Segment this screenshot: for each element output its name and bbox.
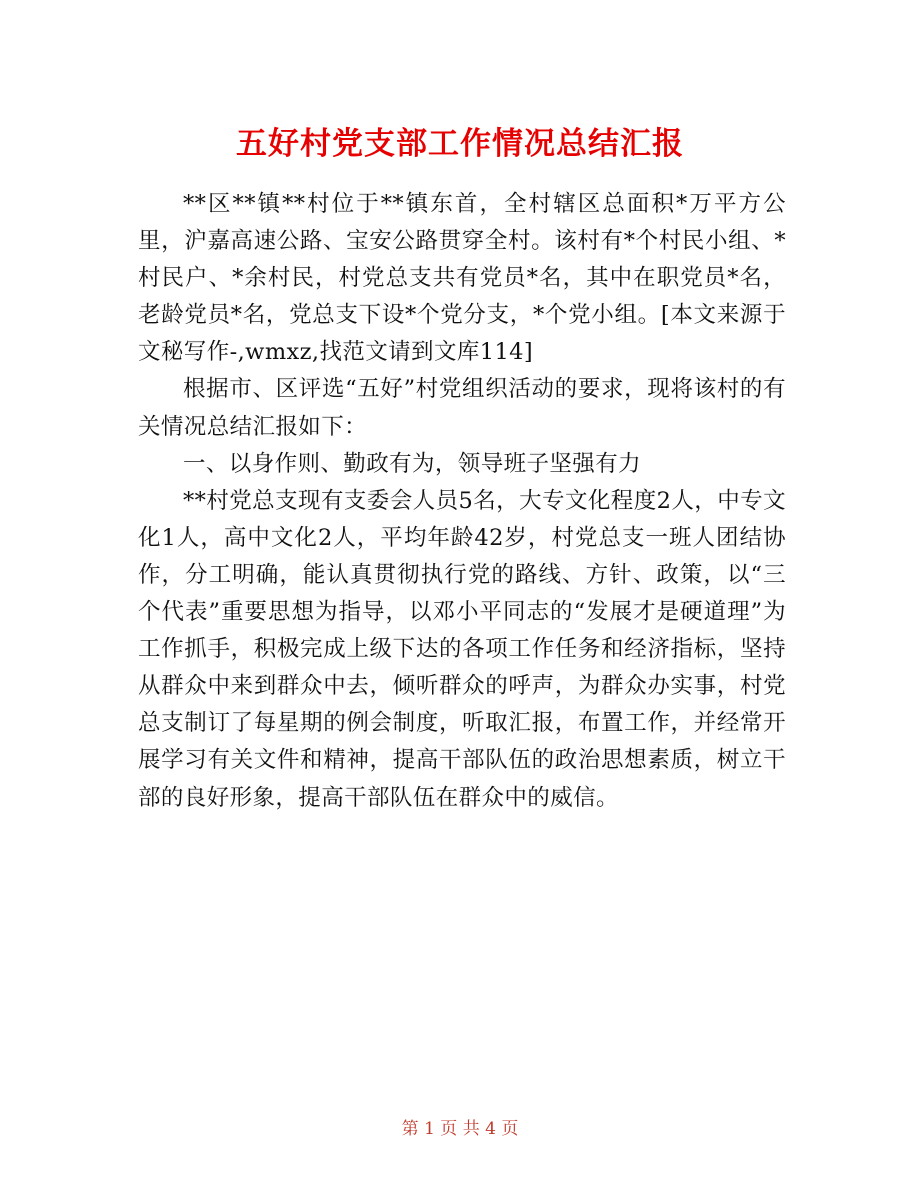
paragraph-leadership: **村党总支现有支委会人员5名，大专文化程度2人，中专文化1人，高中文化2人，平均年龄42岁，村党总支一班人团结协作，分工明确，能认真贯彻执行党的路线、方针、政策，以“三个代表”重要思想为指导，以邓小平同志的“发展才是硬道理”为工作抓手，积极完成上级下达的各项工作任务和经济指标，坚持从群众中来到群众中去，倾听群众的呼声，为群众办实事，村党总支制订了每星期的例会制度，听取汇报，布置工作，并经常开展学习有关文件和精神，提高干部队伍的政治思想素质，树立干部的良好形象，提高干部队伍在群众中的威信。 [138, 487, 786, 811]
footer-total-word: 共 [462, 1119, 480, 1139]
page-title: 五好村党支部工作情况总结汇报 [236, 126, 684, 162]
footer-current-page: 1 [424, 1119, 435, 1139]
footer-suffix: 页 [501, 1119, 519, 1139]
footer-page-word: 页 [440, 1119, 458, 1139]
section-heading-1: 一、以身作则、勤政有为，领导班子坚强有力 [183, 450, 642, 477]
paragraph-intro: **区**镇**村位于**镇东首，全村辖区总面积*万平方公里，沪嘉高速公路、宝安公路贯穿全村。该村有*个村民小组、*村民户、*余村民，村党总支共有党员*名，其中在职党员*名，老龄党员*名，党总支下设*个党分支，*个党小组。[本文来源于文秘写作-,wmxz,找范文请到文库114] [138, 191, 786, 366]
paragraph-purpose: 根据市、区评选“五好”村党组织活动的要求，现将该村的有关情况总结汇报如下： [138, 376, 786, 440]
footer-total-pages: 4 [485, 1119, 496, 1139]
document-body [138, 186, 786, 817]
footer-prefix: 第 [401, 1119, 419, 1139]
page-footer [0, 1114, 920, 1139]
